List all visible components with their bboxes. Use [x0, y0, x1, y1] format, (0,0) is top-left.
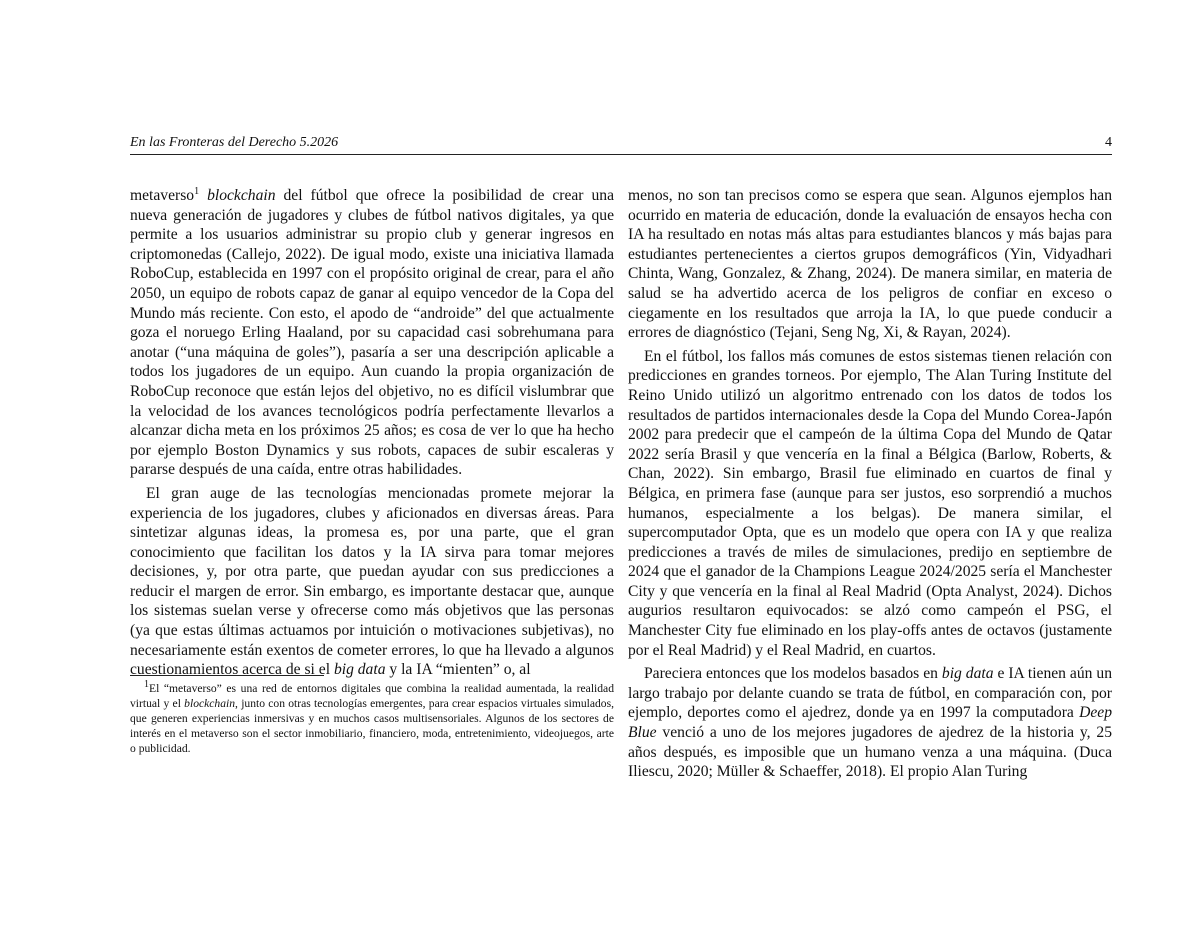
italic-term: big data [333, 661, 386, 679]
text-run: Pareciera entonces que los modelos basados en [644, 665, 942, 683]
text-run: venció a uno de los mejores jugadores de ajedrez de la historia y, 25 años después, es imposible que un humano venza a una máquina. (Duca Iliescu, 2020; Müller & Schaeffer, 2018). El propio Alan Turing [628, 724, 1112, 781]
text-run: y la IA “mienten” o, al [385, 661, 531, 679]
paragraph: En el fútbol, los fallos más comunes de estos sistemas tienen relación con predicciones en grandes torneos. Por ejemplo, The Alan Turing Institute del Reino Unido utilizó un algoritmo entrenado con los datos de todos los resultados de partidos internacionales desde la Copa del Mundo Corea-Japón 2002 para predecir que el campeón de la última Copa del Mundo de Qatar 2022 sería Brasil y que vencería en la final a Bélgica (Barlow, Roberts, & Chan, 2022). Sin embargo, Brasil fue eliminado en cuartos de final y Bélgica, en primera fase (aunque para ser justos, eso sorprendió a muchos humanos, especialmente a los belgas). De manera similar, el supercomputador Opta, que es un modelo que opera con IA y que realiza predicciones a través de miles de simulaciones, predijo en septiembre de 2024 que el ganador de la Champions League 2024/2025 sería el Manchester City y que vencería en la final al Real Madrid (Opta Analyst, 2024). Dichos augurios resultaron equivocados: se alzó como campeón el PSG, el Manchester City fue eliminado en los play-offs antes de octavos (justamente por el Real Madrid) y el Real Madrid, en cuartos. [628, 347, 1112, 659]
paragraph [130, 186, 614, 480]
paragraph [130, 484, 614, 680]
footnote-divider [130, 675, 324, 676]
footnote-number: 1 [144, 679, 149, 691]
footnote-marker[interactable]: 1 [194, 185, 200, 197]
text-run: del fútbol que ofrece la posibilidad de crear una nueva generación de jugadores y clubes de fútbol nativos digitales, ya que permite a los usuarios administrar su propio club y generar ingresos en criptomonedas (Callejo, 2022). De igual modo, existe una iniciativa llamada RoboCup, establecida en 1997 con el propósito original de crear, para el año 2050, un equipo de robots capaz de ganar al equipo vencedor de la Copa del Mundo más reciente. Con esto, el apodo de “androide” del que actualmente goza el noruego Erling Haaland, por su capacidad casi sobrehumana para anotar (“una máquina de goles”), pasaría a ser una descripción aplicable a todos los jugadores de un equipo. Aun cuando la propia organización de RoboCup reconoce que están lejos del objetivo, no es difícil vislumbrar que la velocidad de los avances tecnológicos podría perfectamente llevarlos a alcanzar dicha meta en los próximos 25 años; es cosa de ver lo que ha hecho por ejemplo Boston Dynamics y sus robots, capaces de subir escaleras y pararse después de una caída, entre otras habilidades. [130, 187, 614, 479]
page-number: 4 [1105, 135, 1112, 150]
text-run: El “metaverso” es una red de entornos digitales que combina la realidad aumentada, la realidad virtual y el [130, 682, 614, 710]
paragraph [628, 664, 1112, 782]
running-header [130, 134, 1112, 155]
footnote [130, 681, 614, 756]
italic-term: blockchain [207, 187, 276, 204]
left-column [130, 186, 614, 680]
journal-title: En las Fronteras del Derecho 5.2026 [130, 135, 339, 150]
text-run: El gran auge de las tecnologías mencionadas promete mejorar la experiencia de los jugadores, clubes y aficionados en diversas áreas. Para sintetizar algunas ideas, la promesa es, por una parte, que el gran conocimiento que facilitan los datos y la IA sirva para tomar mejores decisiones, y, por otra parte, que puedan ayudar con sus predicciones a reducir el margen de error. Sin embargo, es importante destacar que, aunque los sistemas suelan verse y ofrecerse como más objetivos que las personas (ya que estas últimas actuamos por intuición o motivaciones subjetivas), no necesariamente están exentos de cometer errores, lo que ha llevado a algunos cuestionamientos acerca de si el [130, 484, 614, 679]
text-run: e IA tienen aún un largo trabajo por delante cuando se trata de fútbol, en comparación con, por ejemplo, deportes como el ajedrez, donde ya en 1997 la computadora [628, 665, 1112, 722]
text-run [199, 187, 207, 204]
text-run: metaverso [130, 187, 195, 204]
right-column [628, 186, 1112, 782]
italic-term: big data [941, 665, 994, 683]
italic-term: blockchain [184, 697, 236, 710]
text-run: , junto con otras tecnologías emergentes, para crear espacios virtuales simulados, que generen experiencias inmersivas y en muchos casos multisensoriales. Algunos de los sectores de interés en el metaverso son el sector inmobiliario, financiero, moda, entretenimiento, videojuegos, arte o publicidad. [130, 697, 615, 755]
paragraph: menos, no son tan precisos como se espera que sean. Algunos ejemplos han ocurrido en materia de educación, donde la evaluación de ensayos hecha con IA ha resultado en notas más altas para estudiantes blancos y más bajas para estudiantes pertenecientes a ciertos grupos demográficos (Yin, Vidyadhari Chinta, Wang, Gonzalez, & Zhang, 2024). De manera similar, en materia de salud se ha advertido acerca de los peligros de confiar en exceso o ciegamente en los resultados que arroja la IA, lo que puede conducir a errores de diagnóstico (Tejani, Seng Ng, Xi, & Rayan, 2024). [628, 187, 1112, 342]
footnote-text [130, 681, 614, 756]
italic-term: Deep Blue [628, 704, 1112, 742]
